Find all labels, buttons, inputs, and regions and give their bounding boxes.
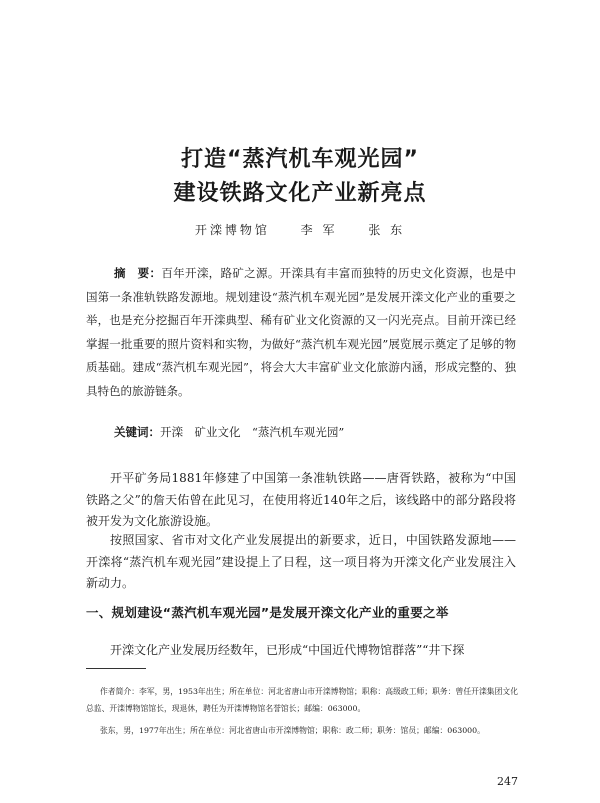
abstract-label: 摘 要： <box>114 266 162 280</box>
abstract <box>86 262 516 403</box>
footnote-author-1: 作者简介：李军，男，1953年出生；所在单位：河北省唐山市开滦博物馆；职称：高级政工师；职务：曾任开滦集团文化总监、开滦博物馆馆长，现退休，聘任为开滦博物馆名誉馆长；邮编：063000。 <box>86 687 518 713</box>
author-line <box>0 221 600 238</box>
title-line-2: 建设铁路文化产业新亮点 <box>173 181 427 206</box>
body-paragraph-2: 按照国家、省市对文化产业发展提出的新要求，近日，中国铁路发源地——开滦将“蒸汽机车观光园”建设提上了日程，这一项目将为开滦文化产业发展注入新动力。 <box>86 533 516 590</box>
body-paragraph-3: 开滦文化产业发展历经数年，已形成“中国近代博物馆群落”“井下探 <box>110 643 465 657</box>
author-name-2: 张 东 <box>368 223 406 237</box>
abstract-text: 百年开滦，路矿之源。开滦具有丰富而独特的历史文化资源，也是中国第一条准轨铁路发源地。规划建设“蒸汽机车观光园”是发展开滦文化产业的重要之举，也是充分挖掘百年开滦典型、稀有矿业文化资源的又一闪光亮点。目前开滦已经掌握一批重要的照片资料和实物，为做好“蒸汽机车观光园”展览展示奠定了足够的物质基础。建成“蒸汽机车观光园”，将会大大丰富矿业文化旅游内涵，形成完整的、独具特色的旅游链条。 <box>86 266 517 398</box>
page-number: 247 <box>497 775 518 788</box>
footnote-author-2: 张东，男，1977年出生；所在单位：河北省唐山市开滦博物馆；职称：政二师；职务：馆员；邮编：063000。 <box>100 726 485 735</box>
keywords-text: 开滦 矿业文化 “蒸汽机车观光园” <box>160 425 345 439</box>
title-line-1: 打造“蒸汽机车观光园” <box>181 147 419 172</box>
keywords <box>114 422 514 442</box>
author-name-1: 李 军 <box>300 223 338 237</box>
body-paragraph-1: 开平矿务局1881年修建了中国第一条准轨铁路——唐胥铁路，被称为“中国铁路之父”的詹天佑曾在此见习，在使用将近140年之后，该线路中的部分路段将被开发为文化旅游设施。 <box>86 471 516 528</box>
section-heading: 一、规划建设“蒸汽机车观光园”是发展开滦文化产业的重要之举 <box>86 605 449 620</box>
keywords-label: 关键词： <box>114 425 160 439</box>
article-title <box>0 143 600 211</box>
author-affiliation: 开滦博物馆 <box>194 223 270 237</box>
footnote-divider <box>86 668 146 669</box>
